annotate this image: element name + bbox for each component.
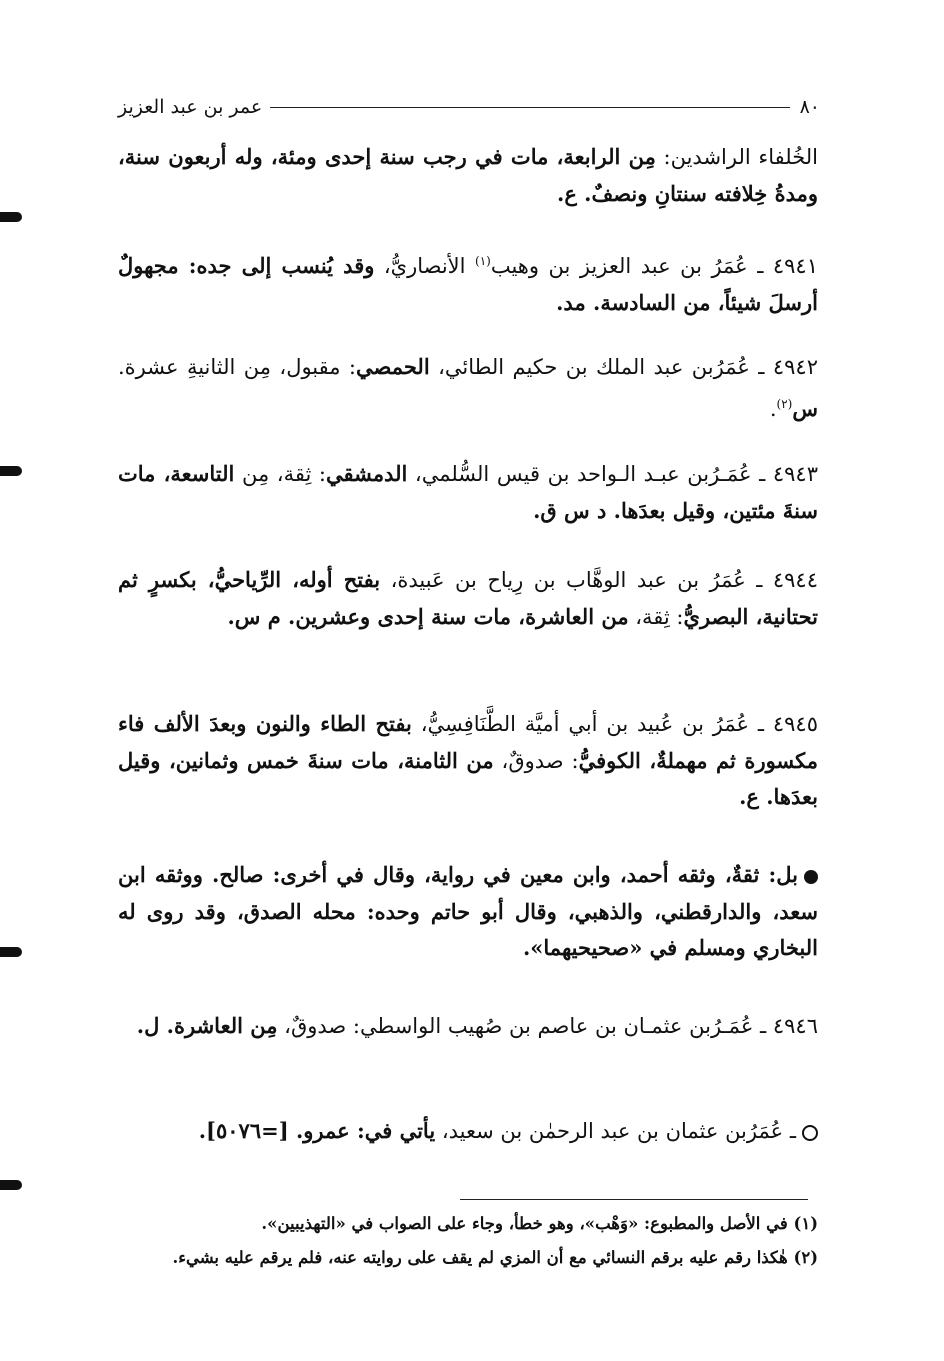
entry-4941 xyxy=(118,243,818,321)
entry-text-bold: من العاشرة، مات سنة إحدى وعشرين. م س. xyxy=(227,603,629,629)
footnote-ref: (٢) xyxy=(776,396,793,411)
page-number: ٨٠ xyxy=(799,96,820,118)
editor-note xyxy=(118,857,818,967)
scan-edge-mark xyxy=(0,466,22,476)
entry-text: : صدوقٌ، xyxy=(493,748,579,773)
entry-text: ٤٩٤٦ ـ عُمَـرُبن عثمـان بن عاصم بن صُهيب الواسطي: صدوقٌ، xyxy=(277,1014,818,1038)
entry-text: : مقبول، مِن الثانيةِ عشرة. xyxy=(118,355,357,379)
header-rule xyxy=(270,107,789,108)
entry-text: . xyxy=(769,396,777,421)
scan-edge-mark xyxy=(0,1180,22,1190)
entry-text-bold: وقد يُنسب إلى جده: مجهولٌ أرسلَ شيئاً، من السادسة. مد. xyxy=(118,253,818,315)
bullet-icon xyxy=(804,870,818,884)
entry-4946 xyxy=(118,1008,818,1045)
entry-text-bold: بفتح الطاء والنون وبعدَ الألف فاء مكسورة ثم مهملةٌ، الكوفيُّ xyxy=(118,711,819,773)
entry-text-bold: بفتح أوله، الرِّياحيُّ، بكسرٍ ثم تحتانية، البصريُّ xyxy=(118,567,818,629)
entry-text: : ثِقة، xyxy=(628,604,684,629)
footnote-ref: (١) xyxy=(475,254,491,268)
entry-text: ٤٩٤٤ ـ عُمَرُ بن عبد الوهَّاب بن رِياح بن عَبيدة، xyxy=(380,568,818,592)
entry-text-bold: الدمشقي xyxy=(325,461,408,486)
entry-text: الخُلفاء الراشدين: xyxy=(655,145,818,169)
running-header xyxy=(118,92,820,122)
entry-text-bold: من الثامنة، مات سنةَ خمس وثمانين، وقيل بعدَها. ع. xyxy=(118,747,818,809)
footnote-2: (٢) هٰكذا رقم عليه برقم النسائي مع أن المزي لم يقف على روايته عنه، فلم يرقم عليه بشيء. xyxy=(172,1248,818,1267)
entry-text-bold: الحمصي xyxy=(356,354,430,379)
entry-4944 xyxy=(118,562,818,635)
entry-text-bold: مِن الرابعة، مات في رجب سنة إحدى ومئة، وله أربعون سنة، ومدةُ خِلافته سنتانِ ونصفٌ. ع. xyxy=(118,144,818,206)
scan-edge-mark xyxy=(0,947,22,957)
entry-text-bold: يأتي في: عمرو. [=٥٠٧٦]. xyxy=(198,1118,436,1143)
footnote-1: (١) في الأصل والمطبوع: «وَهْب»، وهو خطأ، وجاء على الصواب في «التهذيبين». xyxy=(261,1214,818,1233)
entry-text: ٤٩٤٥ ـ عُمَرُ بن عُبيد بن أبي أميَّة الطَّنَافِسِيُّ، xyxy=(411,712,818,736)
entry-text: الأنصاريُّ، xyxy=(374,254,475,278)
entry-text: ـ عُمَرُبن عثمان بن عبد الرحمٰن بن سعيد، xyxy=(435,1119,796,1143)
entry-text-bold: التاسعة، مات سنةَ مئتين، وقيل بعدَها. د س ق. xyxy=(118,461,818,523)
hollow-circle-icon xyxy=(802,1125,818,1141)
running-title: عمر بن عبد العزيز xyxy=(118,96,263,118)
entry-text: ٤٩٤١ ـ عُمَرُ بن عبد العزيز بن وهيب xyxy=(490,254,818,278)
entry-4945 xyxy=(118,706,818,816)
footnotes xyxy=(118,1207,818,1275)
scan-edge-mark xyxy=(0,212,22,222)
entry-text: : ثِقة، مِن xyxy=(234,462,326,486)
entry-4943 xyxy=(118,456,818,529)
entry-text-bold: مِن العاشرة. ل. xyxy=(136,1013,278,1038)
footnote-rule xyxy=(460,1199,808,1200)
entry-text-bold: س xyxy=(792,395,818,421)
entry-4942 xyxy=(118,349,818,427)
entry-cross-reference xyxy=(118,1113,818,1150)
entry-text: ٤٩٤٣ ـ عُمَـرُبن عبـد الـواحد بن قيس السُّلمي، xyxy=(407,462,818,486)
entry-text: ٤٩٤٢ ـ عُمَرُبن عبد الملك بن حكيم الطائي، xyxy=(429,355,818,379)
editor-note-text: بل: ثقةٌ، وثقه أحمد، وابن معين في رواية، وقال في أخرى: صالح. ووثقه ابن سعد، والدارقطني، والذهبي، وقال أبو حاتم وحده: محله الصدق، وقد روى له البخاري ومسلم في «صحيحيهما». xyxy=(118,862,818,960)
entry-continuation xyxy=(118,139,818,212)
